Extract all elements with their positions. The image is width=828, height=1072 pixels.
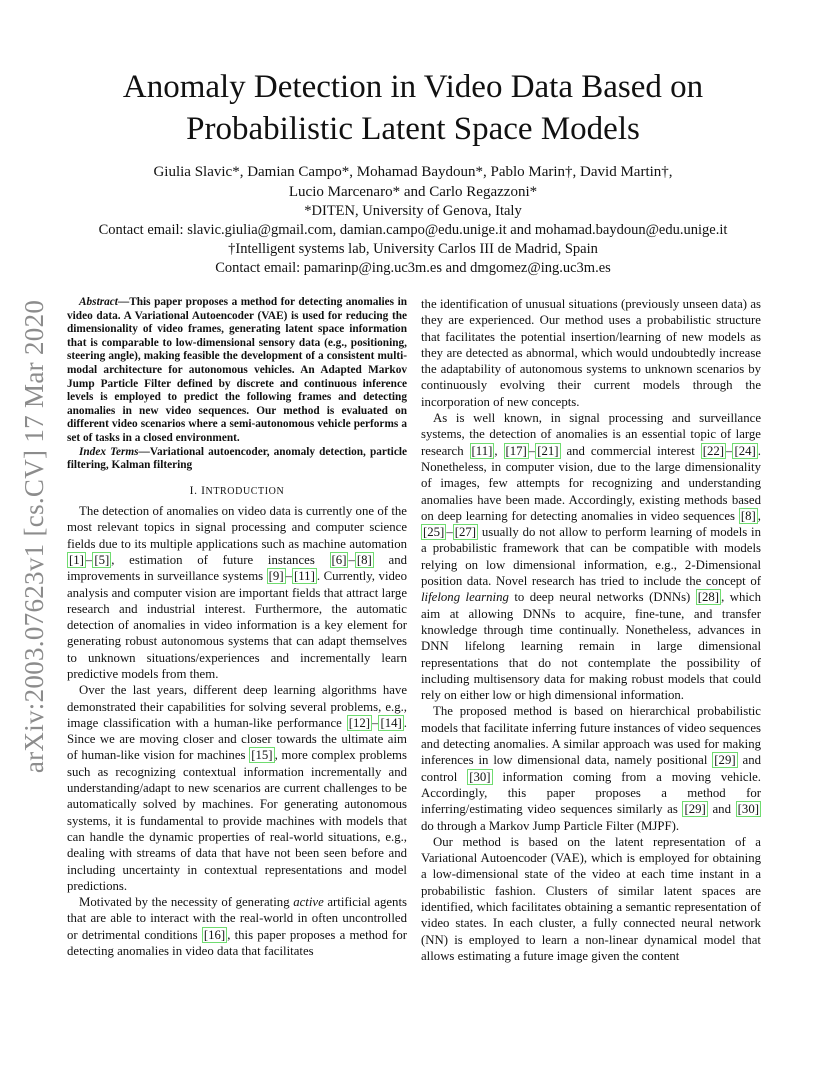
index-terms-label: Index Terms bbox=[79, 445, 139, 458]
citation-link[interactable]: [8] bbox=[356, 552, 372, 567]
abstract-label: Abstract bbox=[79, 296, 118, 308]
citation-link[interactable]: [30] bbox=[737, 802, 759, 817]
abstract-text: —This paper proposes a method for detecting anomalies in video data. A Variational Autoencoder (VAE) is used for reducing the dimensionality of video frames, generating latent space information that is comparable to low-dimensional sensory data (e.g., positioning, steering angle), making feasible the development of a consistent multi-modal architecture for autonomous vehicles. An Adapted Markov Jump Particle Filter defined by discrete and continuous inference levels is employed to predict the following frames and detecting anomalies in new video sequences. Our method is evaluated on different video scenarios where a semi-autonomous vehicle performs a set of tasks in a closed environment. bbox=[67, 296, 407, 444]
left-column bbox=[67, 296, 407, 959]
citation-link[interactable]: [29] bbox=[684, 802, 706, 817]
affiliation-1: *DITEN, University of Genova, Italy bbox=[304, 203, 522, 219]
index-terms bbox=[67, 446, 407, 473]
index-terms-text: —Variational autoencoder, anomaly detection, particle filtering, Kalman filtering bbox=[67, 445, 407, 472]
authors-line-1: Giulia Slavic*, Damian Campo*, Mohamad Baydoun*, Pablo Marin†, David Martin†, bbox=[153, 164, 673, 180]
citation-link[interactable]: [9] bbox=[268, 569, 284, 584]
citation-link[interactable]: [14] bbox=[380, 715, 402, 730]
citation-link[interactable]: [1] bbox=[69, 552, 84, 567]
citation-link[interactable]: [21] bbox=[537, 443, 559, 458]
intro-paragraph-3-continued: the identification of unusual situations (previously unseen data) as they are experienced. Our method uses a probabilistic structure that facilitates the potential insertion/learning of new models as they are detected as abnormal, which would undoubtedly increase the adaptability of autonomous systems to unknown scenarios by continuously evolving their current models through the incorporation of new concepts. bbox=[421, 297, 761, 409]
citation-link[interactable]: [29] bbox=[714, 753, 736, 768]
citation-link[interactable]: [30] bbox=[469, 769, 491, 784]
author-block bbox=[70, 162, 756, 278]
citation-link[interactable]: [17] bbox=[505, 443, 527, 458]
authors-line-2: Lucio Marcenaro* and Carlo Regazzoni* bbox=[288, 184, 538, 200]
intro-paragraph-4: As is well known, in signal processing and surveillance systems, the detection of anomalies is an essential topic of large research [11] , [17] – [21] and commercial interest [22] – [24] . Nonetheless, in computer vision, due to the large dimensionality of images, few attempts for recognizing and understanding anomalies have been made. Accordingly, existing methods based on deep learning for detecting anomalies in video sequences [8] , [25] – [27] usually do not allow to perform learning of models in a probabilistic framework that can be compatible with models relying on low dimensional information, e.g., 2-Dimensional position data. Novel research has tried to include the concept of lifelong learning to deep neural networks (DNNs) [28] , which aim at allowing DNNs to acquire, fine-tune, and transfer knowledge through time continually. Nonetheless, advances in DNN lifelong learning remain in large dimensional representations that do not contemplate the possibility of including multisensory data for making robust models that could rely on either low or high dimensional information. bbox=[421, 411, 761, 703]
citation-link[interactable]: [25] bbox=[423, 525, 445, 540]
citation-link[interactable]: [28] bbox=[697, 590, 720, 605]
citation-link[interactable]: [6] bbox=[331, 552, 347, 567]
intro-paragraph-1: The detection of anomalies on video data is currently one of the most relevant topics in signal processing and computer science fields due to its multiple applications such as machine automation [1] – [5] , estimation of future instances [6] – [8] and improvements in surveillance systems [9] – [11] . Currently, video analysis and computer vision are important fields that attract large research and industrial interest. Furthermore, the automatic detection of anomalies in video information is a key element for generating robust autonomous systems that can adapt themselves to unknown situations/experiences and incrementally learn predictive models from them. bbox=[67, 504, 407, 681]
citation-link[interactable]: [16] bbox=[203, 927, 226, 942]
contact-email-2: Contact email: pamarinp@ing.uc3m.es and dmgomez@ing.uc3m.es bbox=[215, 260, 611, 276]
abstract bbox=[67, 296, 407, 446]
citation-link[interactable]: [12] bbox=[348, 715, 371, 730]
citation-link[interactable]: [11] bbox=[471, 443, 493, 458]
arxiv-identifier: arXiv:2003.07623v1 [cs.CV] 17 Mar 2020 bbox=[19, 299, 50, 773]
intro-paragraph-6: Our method is based on the latent representation of a Variational Autoencoder (VAE), which is employed for obtaining a low-dimensional state of the video at each time instant in a probabilistic fashion. Clusters of similar latent spaces are identified, which facilitates obtaining a semantic representation of video states. In each cluster, a fully connected neural network (NN) is employed to learn a non-linear dynamical model that allows estimating a future image given the content bbox=[421, 834, 761, 963]
section-heading-introduction: I. INTRODUCTION bbox=[189, 484, 285, 497]
right-column bbox=[421, 296, 761, 964]
contact-email-1: Contact email: slavic.giulia@gmail.com, damian.campo@edu.unige.it and mohamad.baydoun@edu.unige.it bbox=[98, 222, 728, 238]
intro-paragraph-2: Over the last years, different deep learning algorithms have demonstrated their capabilities for solving several problems, e.g., image classification with a human-like performance [12] – [14] . Since we are moving closer and closer towards the ultimate aim of human-like vision for machines [15] , more complex problems such as recognizing contextual information incrementally and understanding/adapt to new scenarios are current challenges to be automatically solved by machines. For generating autonomous systems, it is fundamental to provide machines with models that can handle the dynamic properties of real-world situations, e.g., dealing with streams of data that have not been seen before and including uncertainty in contextual representations and model predictions. bbox=[67, 683, 407, 893]
intro-paragraph-3: Motivated by the necessity of generating active artificial agents that are able to interact with the real-world in often uncontrolled or detrimental conditions [16] , this paper proposes a method for detecting anomalies in video data that facilitates bbox=[67, 895, 407, 959]
citation-link[interactable]: [11] bbox=[294, 569, 315, 584]
citation-link[interactable]: [5] bbox=[94, 552, 110, 567]
citation-link[interactable]: [27] bbox=[454, 525, 477, 540]
paper-title: Anomaly Detection in Video Data Based on Probabilistic Latent Space Models bbox=[122, 69, 704, 147]
affiliation-2: †Intelligent systems lab, University Carlos III de Madrid, Spain bbox=[228, 241, 598, 257]
citation-link[interactable]: [15] bbox=[251, 748, 273, 763]
citation-link[interactable]: [24] bbox=[734, 443, 756, 458]
citation-link[interactable]: [22] bbox=[702, 443, 725, 458]
citation-link[interactable]: [8] bbox=[740, 508, 756, 523]
intro-paragraph-5: The proposed method is based on hierarchical probabilistic models that facilitate inferring future instances of video sequences and detecting anomalies. A similar approach was used for making inferences in low dimensional data, namely positional [29] and control [30] information coming from a moving vehicle. Accordingly, this paper proposes a method for inferring/estimating video sequences similarly as [29] and [30] do through a Markov Jump Particle Filter (MJPF). bbox=[421, 704, 761, 833]
